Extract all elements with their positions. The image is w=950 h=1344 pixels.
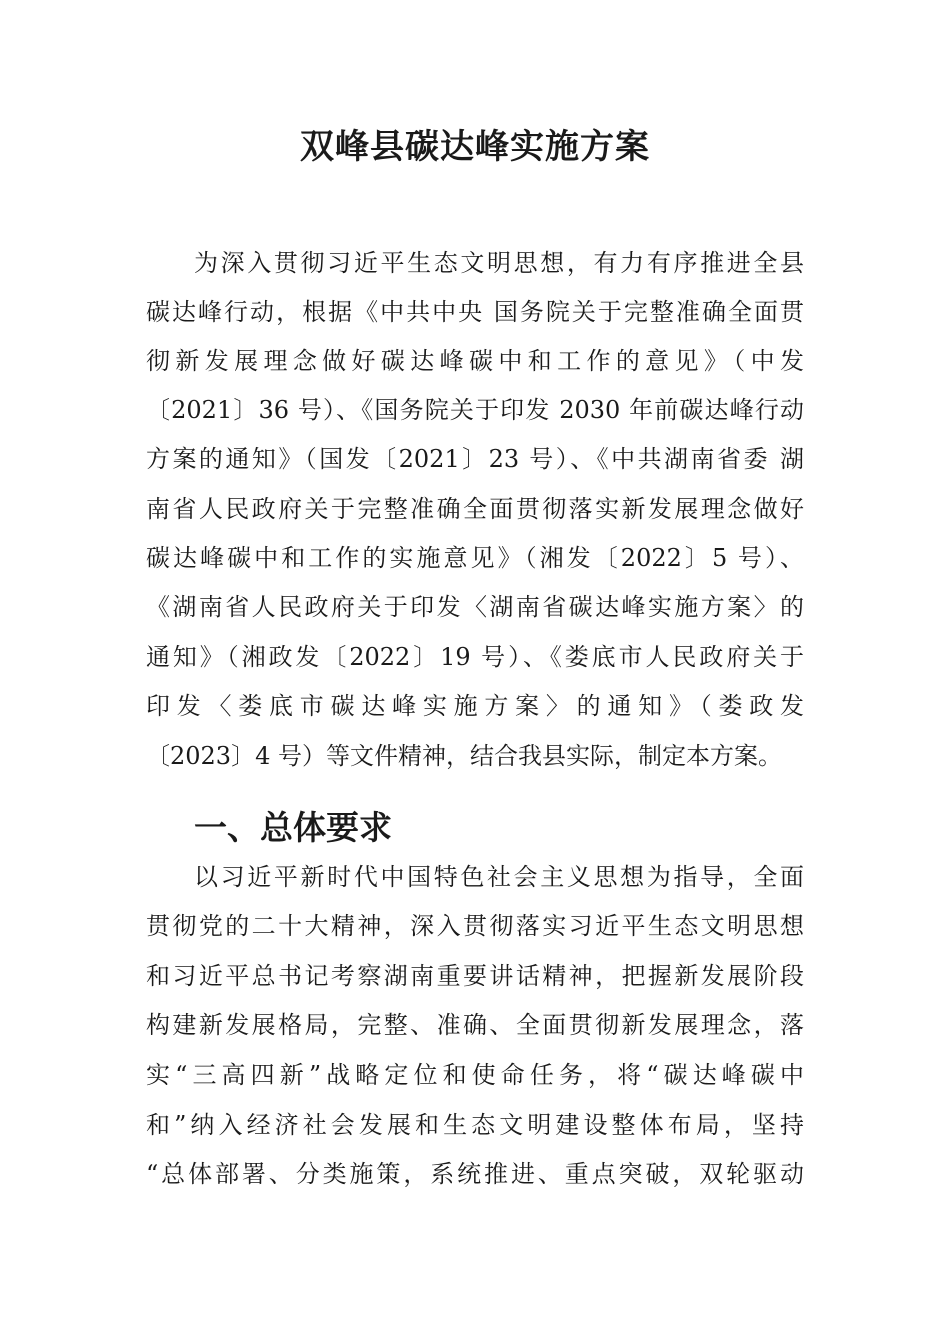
intro-line: 《湖南省人民政府关于印发〈湖南省碳达峰实施方案〉的 [146, 593, 804, 621]
intro-line: 〔2023〕4 号）等文件精神，结合我县实际，制定本方案。 [146, 742, 782, 770]
section-line: 贯彻党的二十大精神，深入贯彻落实习近平生态文明思想 [146, 912, 804, 940]
intro-line: 通知》（湘政发〔2022〕19 号）、《娄底市人民政府关于 [146, 643, 804, 671]
intro-line: 碳达峰碳中和工作的实施意见》（湘发〔2022〕5 号）、 [146, 544, 804, 572]
intro-line: 碳达峰行动，根据《中共中央 国务院关于完整准确全面贯 [146, 298, 804, 326]
intro-line: 南省人民政府关于完整准确全面贯彻落实新发展理念做好 [146, 495, 804, 523]
intro-line: 印发〈娄底市碳达峰实施方案〉的通知》（娄政发 [146, 692, 804, 720]
section-line: 实“三高四新”战略定位和使命任务，将“碳达峰碳中 [146, 1061, 804, 1089]
section-line: “总体部署、分类施策，系统推进、重点突破，双轮驱动 [146, 1160, 804, 1188]
intro-line: 为深入贯彻习近平生态文明思想，有力有序推进全县 [194, 249, 804, 277]
intro-line: 方案的通知》（国发〔2021〕23 号）、《中共湖南省委 湖 [146, 445, 804, 473]
intro-line: 彻新发展理念做好碳达峰碳中和工作的意见》（中发 [146, 347, 804, 375]
section-heading: 一、总体要求 [194, 808, 392, 847]
document-title: 双峰县碳达峰实施方案 [300, 127, 650, 167]
intro-line: 〔2021〕36 号）、《国务院关于印发 2030 年前碳达峰行动 [146, 396, 804, 424]
section-line: 构建新发展格局，完整、准确、全面贯彻新发展理念，落 [146, 1011, 804, 1039]
section-line: 和习近平总书记考察湖南重要讲话精神，把握新发展阶段 [146, 962, 804, 990]
section-line: 和”纳入经济社会发展和生态文明建设整体布局，坚持 [146, 1111, 804, 1139]
section-line: 以习近平新时代中国特色社会主义思想为指导，全面 [194, 863, 804, 891]
